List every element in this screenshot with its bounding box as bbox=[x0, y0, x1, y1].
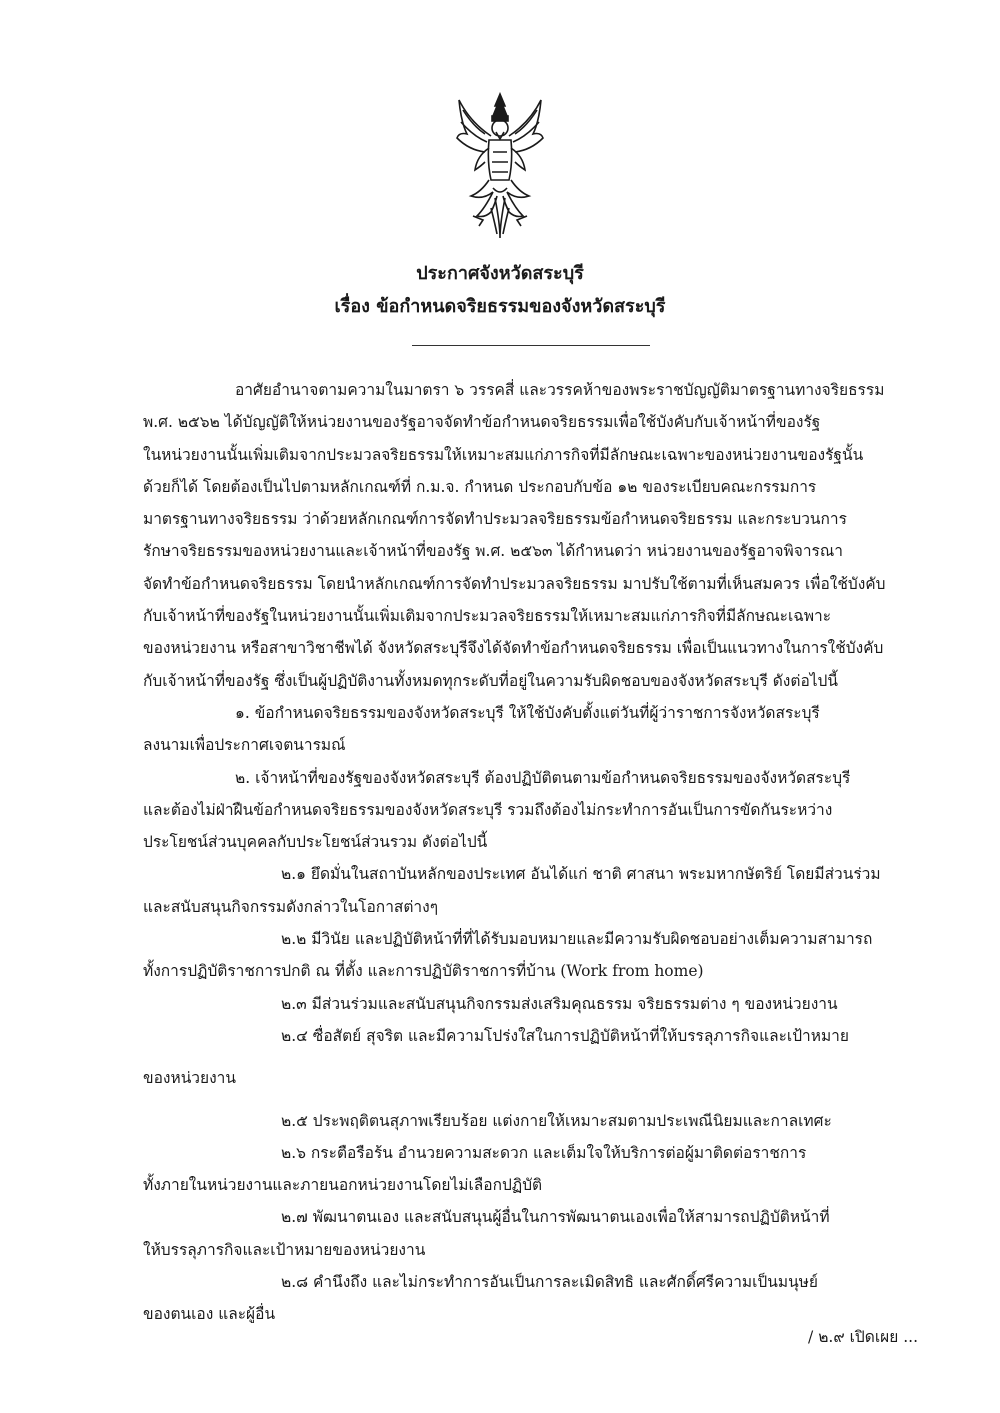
body-line: ของหน่วยงาน bbox=[143, 1069, 236, 1088]
clause-2-5: ๒.๕ ประพฤติตนสุภาพเรียบร้อย แต่งกายให้เหมาะสมตามประเพณีนิยมและกาลเทศะ bbox=[281, 1111, 832, 1130]
garuda-emblem-icon bbox=[455, 92, 545, 240]
body-line: และสนับสนุนกิจกรรมดังกล่าวในโอกาสต่างๆ bbox=[143, 897, 439, 916]
body-line: กับเจ้าหน้าที่ของรัฐ ซึ่งเป็นผู้ปฏิบัติงานทั้งหมดทุกระดับที่อยู่ในความรับผิดชอบของจังหวัดสระบุรี ดังต่อไปนี้ bbox=[143, 671, 838, 690]
body-line: ของตนเอง และผู้อื่น bbox=[143, 1305, 276, 1324]
clause-2-3: ๒.๓ มีส่วนร่วมและสนับสนุนกิจกรรมส่งเสริมคุณธรรม จริยธรรมต่าง ๆ ของหน่วยงาน bbox=[281, 994, 838, 1013]
continuation-note: / ๒.๙ เปิดเผย ... bbox=[808, 1328, 918, 1346]
clause-2-8: ๒.๘ คำนึงถึง และไม่กระทำการอันเป็นการละเมิดสิทธิ และศักดิ์ศรีความเป็นมนุษย์ bbox=[281, 1273, 818, 1292]
body-line: ด้วยก็ได้ โดยต้องเป็นไปตามหลักเกณฑ์ที่ ก.ม.จ. กำหนด ประกอบกับข้อ ๑๒ ของระเบียบคณะกรรมการ bbox=[143, 477, 817, 496]
body-line: มาตรฐานทางจริยธรรม ว่าด้วยหลักเกณฑ์การจัดทำประมวลจริยธรรมข้อกำหนดจริยธรรม และกระบวนการ bbox=[143, 510, 847, 529]
title-divider bbox=[412, 345, 650, 346]
clause-2-7: ๒.๗ พัฒนาตนเอง และสนับสนุนผู้อื่นในการพัฒนาตนเองเพื่อให้สามารถปฏิบัติหน้าที่ bbox=[281, 1208, 830, 1227]
announcement-body bbox=[143, 374, 918, 1331]
announcement-subject: เรื่อง ข้อกำหนดจริยธรรมของจังหวัดสระบุรี bbox=[334, 296, 666, 317]
announcement-title: ประกาศจังหวัดสระบุรี bbox=[416, 263, 584, 284]
body-line: ประโยชน์ส่วนบุคคลกับประโยชน์ส่วนรวม ดังต่อไปนี้ bbox=[143, 833, 488, 852]
body-line: ทั้งภายในหน่วยงานและภายนอกหน่วยงานโดยไม่เลือกปฏิบัติ bbox=[143, 1176, 543, 1195]
body-line: พ.ศ. ๒๕๖๒ ได้บัญญัติให้หน่วยงานของรัฐอาจจัดทำข้อกำหนดจริยธรรมเพื่อใช้บังคับกับเจ้าหน้าที่ของรัฐ bbox=[143, 413, 821, 432]
clause-2-6: ๒.๖ กระตือรือร้น อำนวยความสะดวก และเต็มใจให้บริการต่อผู้มาติดต่อราชการ bbox=[281, 1143, 807, 1162]
body-line: กับเจ้าหน้าที่ของรัฐในหน่วยงานนั้นเพิ่มเติมจากประมวลจริยธรรมให้เหมาะสมแก่ภารกิจที่มีลักษณะเฉพาะ bbox=[143, 607, 832, 626]
body-line: ทั้งการปฏิบัติราชการปกติ ณ ที่ตั้ง และการปฏิบัติราชการที่บ้าน (Work from home) bbox=[143, 962, 704, 981]
clause-2: ๒. เจ้าหน้าที่ของรัฐของจังหวัดสระบุรี ต้องปฏิบัติตนตามข้อกำหนดจริยธรรมของจังหวัดสระบุรี bbox=[235, 768, 851, 787]
clause-2-1: ๒.๑ ยึดมั่นในสถาบันหลักของประเทศ อันได้แก่ ชาติ ศาสนา พระมหากษัตริย์ โดยมีส่วนร่วม bbox=[281, 865, 881, 884]
body-line: ในหน่วยงานนั้นเพิ่มเติมจากประมวลจริยธรรมให้เหมาะสมแก่ภารกิจที่มีลักษณะเฉพาะของหน่วยงานของรัฐนั้น bbox=[143, 445, 864, 464]
body-line: และต้องไม่ฝ่าฝืนข้อกำหนดจริยธรรมของจังหวัดสระบุรี รวมถึงต้องไม่กระทำการอันเป็นการขัดกันระหว่าง bbox=[143, 800, 833, 819]
clause-2-4: ๒.๔ ซื่อสัตย์ สุจริต และมีความโปร่งใสในการปฏิบัติหน้าที่ให้บรรลุภารกิจและเป้าหมาย bbox=[281, 1026, 849, 1045]
body-line: ลงนามเพื่อประกาศเจตนารมณ์ bbox=[143, 736, 346, 755]
body-line: อาศัยอำนาจตามความในมาตรา ๖ วรรคสี่ และวรรคห้าของพระราชบัญญัติมาตรฐานทางจริยธรรม bbox=[235, 381, 885, 399]
body-line: รักษาจริยธรรมของหน่วยงานและเจ้าหน้าที่ของรัฐ พ.ศ. ๒๕๖๓ ได้กำหนดว่า หน่วยงานของรัฐอาจพิจารณา bbox=[143, 542, 843, 561]
body-line: ของหน่วยงาน หรือสาขาวิชาชีพได้ จังหวัดสระบุรีจึงได้จัดทำข้อกำหนดจริยธรรม เพื่อเป็นแนวทางในการใช้บังคับ bbox=[143, 639, 884, 658]
body-line: ให้บรรลุภารกิจและเป้าหมายของหน่วยงาน bbox=[143, 1240, 426, 1259]
clause-1: ๑. ข้อกำหนดจริยธรรมของจังหวัดสระบุรี ให้ใช้บังคับตั้งแต่วันที่ผู้ว่าราชการจังหวัดสระบุรี bbox=[235, 703, 820, 722]
body-line: จัดทำข้อกำหนดจริยธรรม โดยนำหลักเกณฑ์การจัดทำประมวลจริยธรรม มาปรับใช้ตามที่เห็นสมควร เพื่อใช้บังคับ bbox=[143, 574, 886, 593]
clause-2-2: ๒.๒ มีวินัย และปฏิบัติหน้าที่ที่ได้รับมอบหมายและมีความรับผิดชอบอย่างเต็มความสามารถ bbox=[281, 930, 873, 949]
